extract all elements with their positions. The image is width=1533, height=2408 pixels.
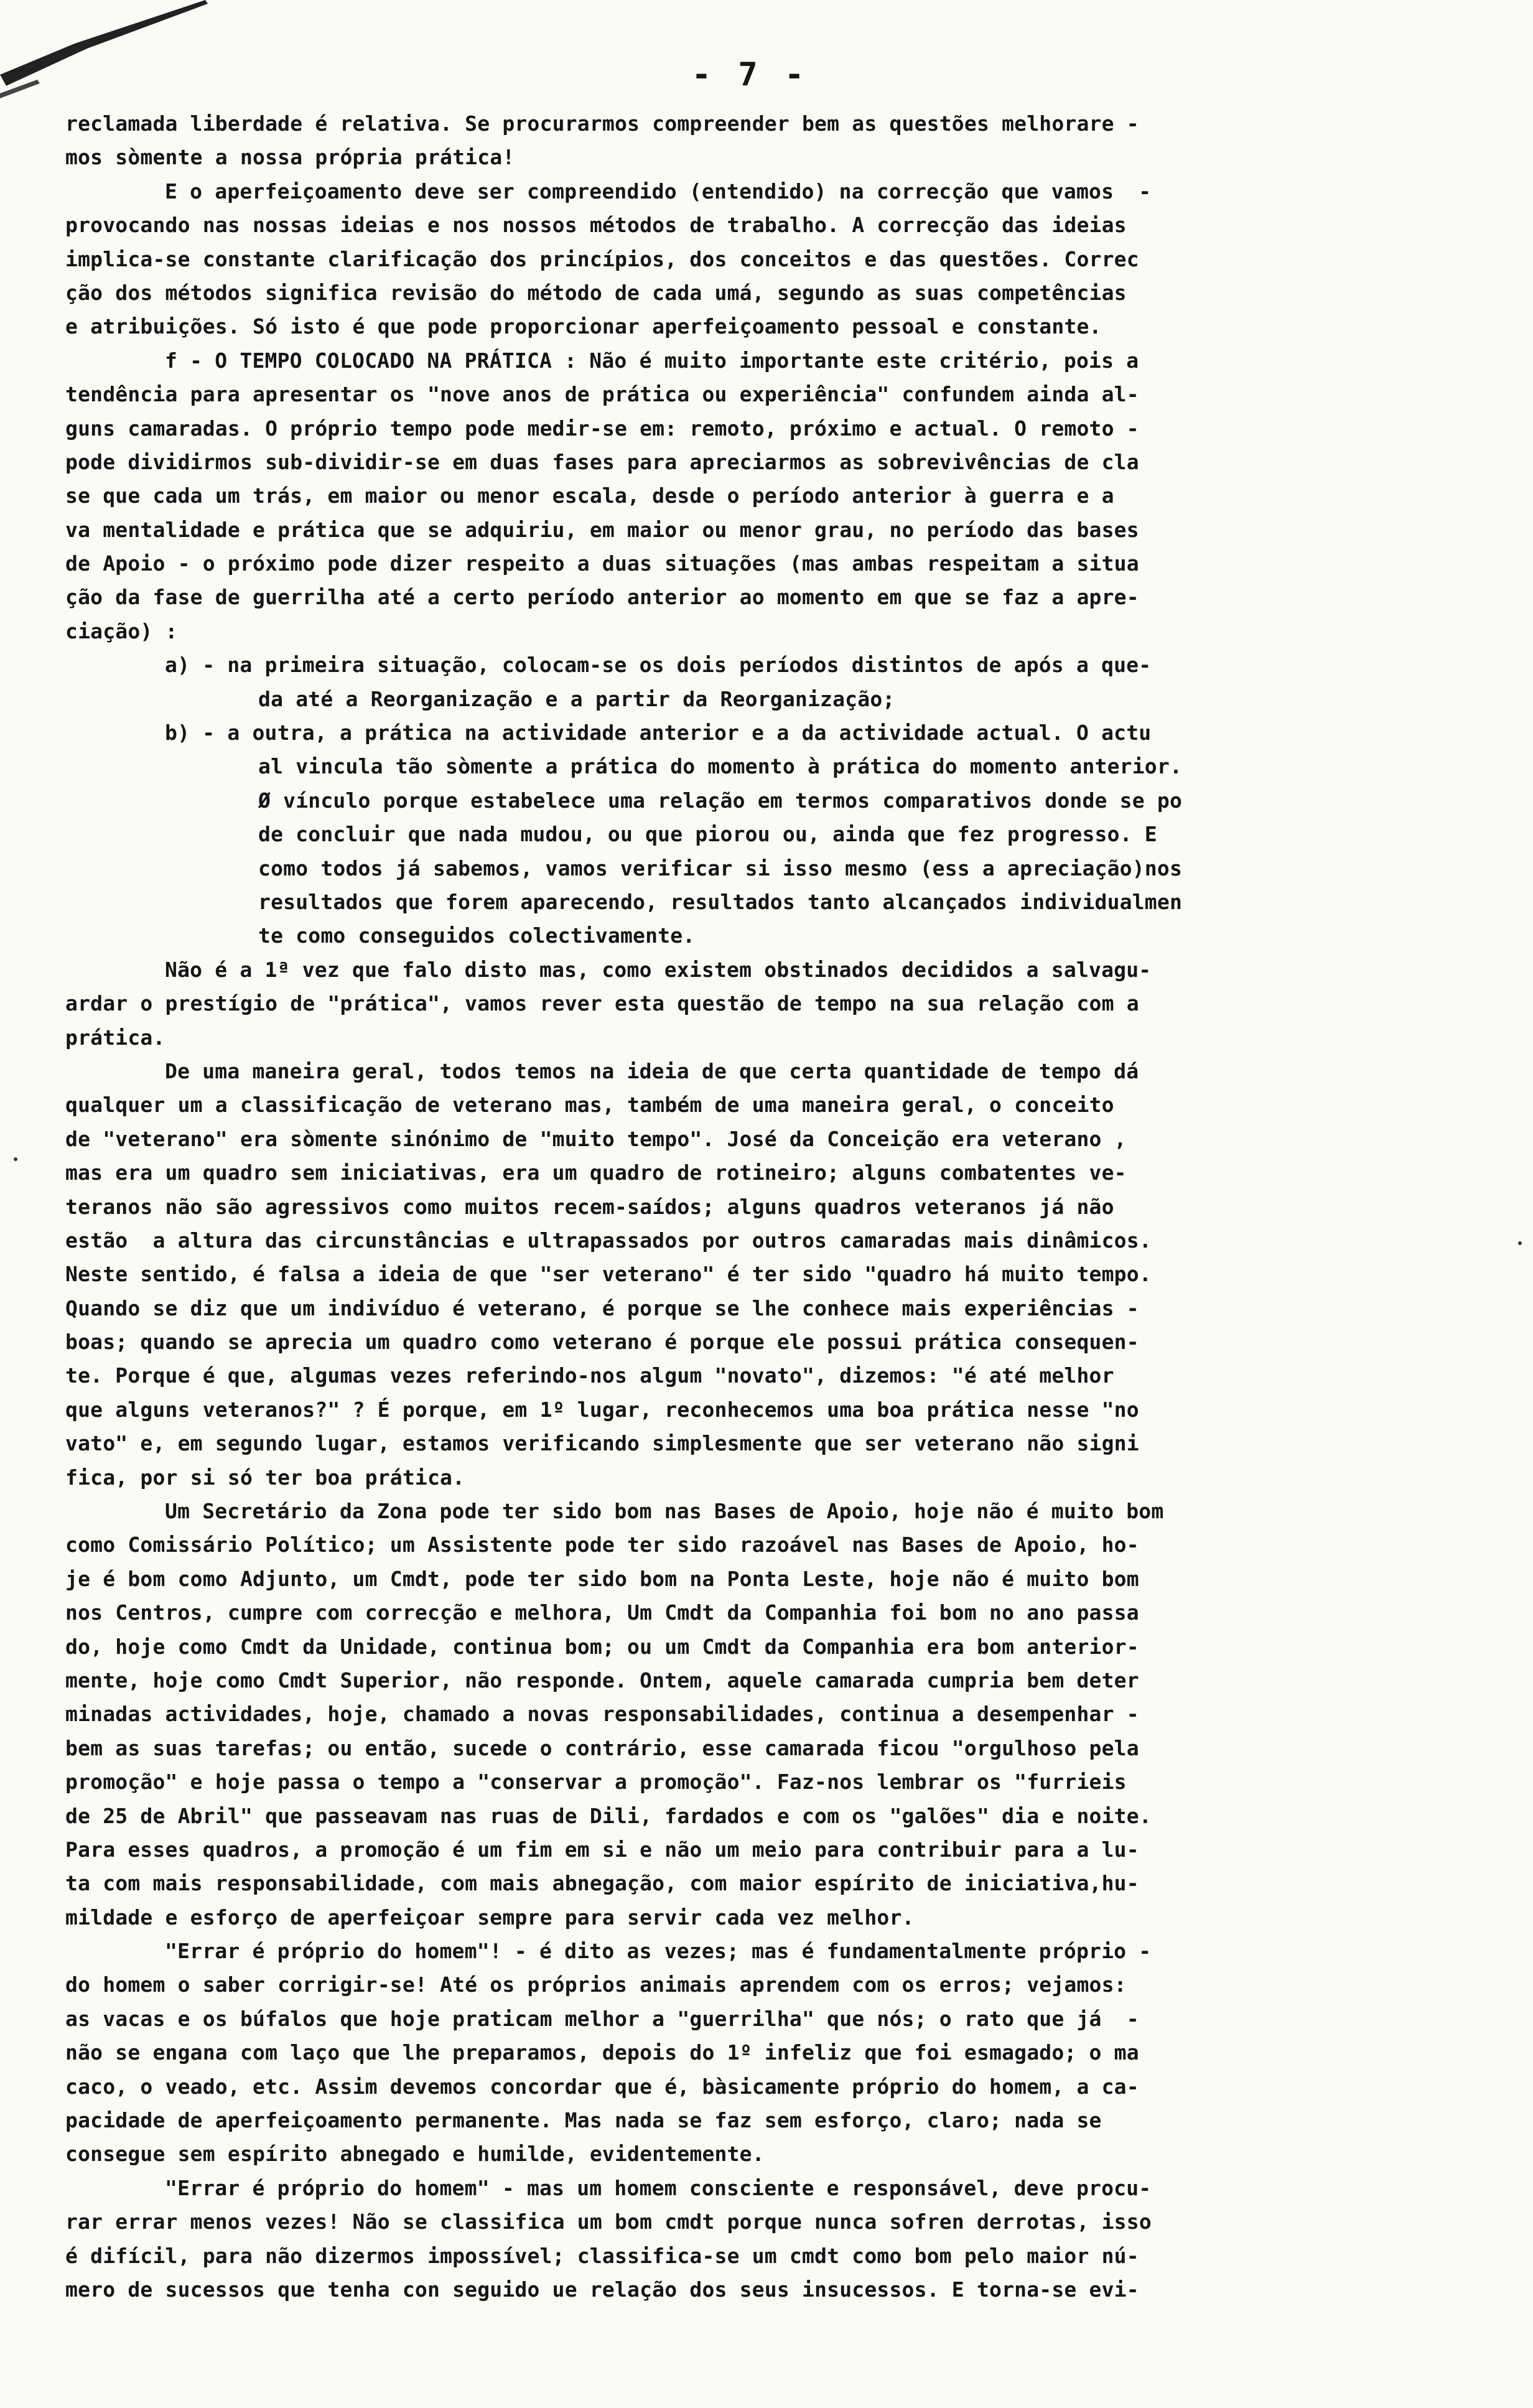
margin-speck <box>1518 1241 1522 1245</box>
text-line: provocando nas nossas ideias e nos nossos métodos de trabalho. A correcção das ideias <box>65 213 1127 238</box>
text-line: teranos não são agressivos como muitos recem-saídos; alguns quadros veteranos já não <box>65 1194 1114 1219</box>
text-line: que alguns veteranos?" ? É porque, em 1º lugar, reconhecemos uma boa prática nesse "no <box>65 1397 1139 1422</box>
text-line: minadas actividades, hoje, chamado a novas responsabilidades, continua a desempenhar - <box>65 1702 1139 1727</box>
text-line: nos Centros, cumpre com correcção e melhora, Um Cmdt da Companhia foi bom no ano passa <box>65 1600 1139 1625</box>
text-line: tendência para apresentar os "nove anos de prática ou experiência" confundem ainda al- <box>65 382 1139 407</box>
text-line: implica-se constante clarificação dos princípios, dos conceitos e das questões. Correc <box>65 246 1139 271</box>
text-line: vato" e, em segundo lugar, estamos verificando simplesmente que ser veterano não signi <box>65 1431 1139 1456</box>
text-line: ciação) : <box>65 618 178 643</box>
text-line: qualquer um a classificação de veterano mas, também de uma maneira geral, o conceito <box>65 1093 1114 1118</box>
text-line: al vincula tão sòmente a prática do momento à prática do momento anterior. <box>258 754 1183 779</box>
text-line: caco, o veado, etc. Assim devemos concordar que é, bàsicamente próprio do homem, a ca- <box>65 2074 1139 2099</box>
text-line: te como conseguidos colectivamente. <box>258 923 696 948</box>
text-line: prática. <box>65 1025 165 1050</box>
document-page <box>65 56 1434 2307</box>
text-line: mos sòmente a nossa própria prática! <box>65 145 515 170</box>
text-line: mildade e esforço de aperfeiçoar sempre para servir cada vez melhor. <box>65 1905 915 1930</box>
text-line: consegue sem espírito abnegado e humilde, evidentemente. <box>65 2142 765 2167</box>
text-line: de 25 de Abril" que passeavam nas ruas de Dili, fardados e com os "galões" dia e noite. <box>65 1803 1152 1828</box>
text-line: pode dividirmos sub-dividir-se em duas fases para apreciarmos as sobrevivências de cla <box>65 449 1139 474</box>
text-line: não se engana com laço que lhe preparamos, depois do 1º infeliz que foi esmagado; o ma <box>65 2040 1139 2065</box>
text-line: mas era um quadro sem iniciativas, era um quadro de rotineiro; alguns combatentes ve- <box>65 1160 1127 1185</box>
text-line: promoção" e hoje passa o tempo a "conservar a promoção". Faz-nos lembrar os "furrieis <box>65 1770 1127 1794</box>
text-line: Quando se diz que um indivíduo é veterano, é porque se lhe conhece mais experiências - <box>65 1295 1139 1320</box>
text-line: mero de sucessos que tenha con seguido ue relação dos seus insucessos. E torna-se evi- <box>65 2277 1139 2302</box>
text-line: "Errar é próprio do homem"! - é dito as vezes; mas é fundamentalmente próprio - <box>165 1939 1152 1964</box>
margin-speck <box>14 1157 17 1161</box>
text-line: Para esses quadros, a promoção é um fim em si e não um meio para contribuir para a lu- <box>65 1837 1139 1862</box>
text-line: as vacas e os búfalos que hoje praticam melhor a "guerrilha" que nós; o rato que já - <box>65 2006 1139 2031</box>
text-line: de "veterano" era sòmente sinónimo de "muito tempo". José da Conceição era veterano , <box>65 1126 1127 1151</box>
text-line: ção da fase de guerrilha até a certo período anterior ao momento em que se faz a apre- <box>65 585 1139 610</box>
text-line: ta com mais responsabilidade, com mais abnegação, com maior espírito de iniciativa,hu- <box>65 1871 1139 1896</box>
list-item-b: b) - a outra, a prática na actividade anterior e a da actividade actual. O actu <box>165 721 1152 745</box>
text-line: da até a Reorganização e a partir da Reorganização; <box>258 686 895 711</box>
text-line: boas; quando se aprecia um quadro como veterano é porque ele possui prática consequen- <box>65 1330 1139 1355</box>
text-line: "Errar é próprio do homem" - mas um homem consciente e responsável, deve procu- <box>165 2175 1152 2200</box>
text-line: Um Secretário da Zona pode ter sido bom nas Bases de Apoio, hoje não é muito bom <box>165 1499 1164 1524</box>
text-line: rar errar menos vezes! Não se classifica um bom cmdt porque nunca sofren derrotas, isso <box>65 2210 1152 2234</box>
text-line: ção dos métodos significa revisão do método de cada umá, segundo as suas competências <box>65 280 1127 305</box>
text-line: reclamada liberdade é relativa. Se procurarmos compreender bem as questões melhorare - <box>65 111 1139 136</box>
text-line: de Apoio - o próximo pode dizer respeito a duas situações (mas ambas respeitam a situa <box>65 551 1139 576</box>
text-line: estão a altura das circunstâncias e ultrapassados por outros camaradas mais dinâmicos. <box>65 1228 1152 1253</box>
text-line: guns camaradas. O próprio tempo pode medir-se em: remoto, próximo e actual. O remoto - <box>65 416 1139 441</box>
text-line: como todos já sabemos, vamos verificar si isso mesmo (ess a apreciação)nos <box>258 856 1183 880</box>
text-line: je é bom como Adjunto, um Cmdt, pode ter sido bom na Ponta Leste, hoje não é muito bom <box>65 1566 1139 1591</box>
text-line: pacidade de aperfeiçoamento permanente. Mas nada se faz sem esforço, claro; nada se <box>65 2108 1102 2133</box>
list-item-a: a) - na primeira situação, colocam-se os dois períodos distintos de após a que- <box>165 653 1152 678</box>
text-line: E o aperfeiçoamento deve ser compreendido (entendido) na correcção que vamos - <box>165 179 1152 203</box>
text-line: va mentalidade e prática que se adquiriu, em maior ou menor grau, no período das bases <box>65 517 1139 542</box>
text-line: De uma maneira geral, todos temos na ideia de que certa quantidade de tempo dá <box>165 1058 1139 1083</box>
text-line: do homem o saber corrigir-se! Até os próprios animais aprendem com os erros; vejamos: <box>65 1972 1127 1997</box>
text-line: Ø vínculo porque estabelece uma relação em termos comparativos donde se po <box>258 788 1183 813</box>
section-heading-line: f - O TEMPO COLOCADO NA PRÁTICA : Não é muito importante este critério, pois a <box>165 348 1139 373</box>
text-line: bem as suas tarefas; ou então, sucede o contrário, esse camarada ficou "orgulhoso pela <box>65 1735 1139 1760</box>
text-line: mente, hoje como Cmdt Superior, não responde. Ontem, aquele camarada cumpria bem deter <box>65 1668 1139 1692</box>
text-line: Neste sentido, é falsa a ideia de que "ser veterano" é ter sido "quadro há muito tempo. <box>65 1262 1152 1287</box>
text-line: ardar o prestígio de "prática", vamos rever esta questão de tempo na sua relação com a <box>65 991 1139 1016</box>
text-line: fica, por si só ter boa prática. <box>65 1465 465 1490</box>
text-line: como Comissário Político; um Assistente pode ter sido razoável nas Bases de Apoio, ho- <box>65 1533 1139 1557</box>
document-body <box>65 107 1434 2307</box>
text-line: resultados que forem aparecendo, resultados tanto alcançados individualmen <box>258 889 1183 914</box>
text-line: e atribuições. Só isto é que pode proporcionar aperfeiçoamento pessoal e constante. <box>65 314 1102 339</box>
text-line: te. Porque é que, algumas vezes referindo-nos algum "novato", dizemos: "é até melhor <box>65 1363 1114 1388</box>
text-line: de concluir que nada mudou, ou que piorou ou, ainda que fez progresso. E <box>258 822 1157 847</box>
page-number: - 7 - <box>691 56 808 93</box>
text-line: se que cada um trás, em maior ou menor escala, desde o período anterior à guerra e a <box>65 483 1114 508</box>
text-line: do, hoje como Cmdt da Unidade, continua bom; ou um Cmdt da Companhia era bom anterior- <box>65 1634 1139 1659</box>
text-line: Não é a 1ª vez que falo disto mas, como existem obstinados decididos a salvagu- <box>165 957 1152 982</box>
text-line: é difícil, para não dizermos impossível; classifica-se um cmdt como bom pelo maior nú- <box>65 2243 1139 2268</box>
